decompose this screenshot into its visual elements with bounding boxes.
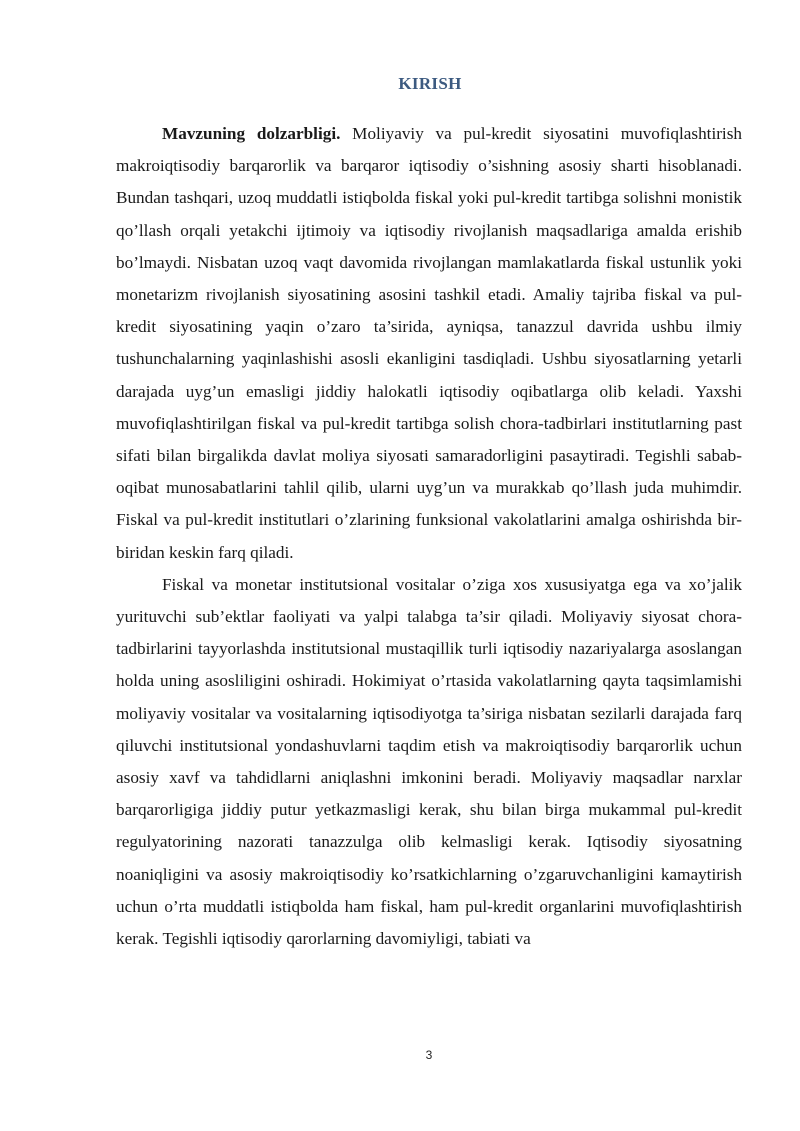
- paragraph-text: Fiskal va monetar institutsional vositalar o’ziga xos xususiyatga ega va xo’jalik yurituvchi sub’ektlar faoliyati va yalpi talabga ta’sir qiladi. Moliyaviy siyosat chora-tadbirlarini tayyorlashda institutsional mustaqillik turli iqtisodiy nazariyalarga asoslangan holda uning asosliligini oshiradi. Hokimiyat o’rtasida vakolatlarning qayta taqsimlamishi moliyaviy vositalar va vositalarning iqtisodiyotga ta’siriga nisbatan sezilarli darajada farq qiluvchi institutsional yondashuvlarni taqdim etish va makroiqtisodiy barqarorlik uchun asosiy xavf va tahdidlarni aniqlashni imkonini beradi. Moliyaviy maqsadlar narxlar barqarorligiga jiddiy putur yetkazmasligi kerak, shu bilan birga mukammal pul-kredit regulyatorining nazorati tanazzulga olib kelmasligi kerak. Iqtisodiy siyosatning noaniqligini va asosiy makroiqtisodiy ko’rsatkichlarning o’zgaruvchanligini kamaytirish uchun o’rta muddatli istiqbolda ham fiskal, ham pul-kredit organlarini muvofiqlashtirish kerak. Tegishli iqtisodiy qarorlarning davomiyligi, tabiati va: [116, 574, 742, 949]
- paragraph-1: [116, 118, 742, 569]
- section-heading: KIRISH: [398, 74, 462, 93]
- paragraph-2: [116, 569, 742, 955]
- page-number: 3: [425, 1048, 433, 1062]
- body-text: [116, 118, 742, 955]
- paragraph-text: Moliyaviy va pul-kredit siyosatini muvofiqlashtirish makroiqtisodiy barqarorlik va barqaror iqtisodiy o’sishning asosiy sharti hisoblanadi. Bundan tashqari, uzoq muddatli istiqbolda fiskal yoki pul-kredit tartibga solishni monistik qo’llash orqali yetakchi ijtimoiy va iqtisodiy rivojlanish maqsadlariga amalda erishib bo’lmaydi. Nisbatan uzoq vaqt davomida rivojlangan mamlakatlarda fiskal ustunlik yoki monetarizm rivojlanish siyosatining asosini tashkil etadi. Amaliy tajriba fiskal va pul-kredit siyosatining yaqin o’zaro ta’sirida, ayniqsa, tanazzul davrida ushbu ilmiy tushunchalarning yaqinlashishi asosli ekanligini tasdiqladi. Ushbu siyosatlarning yetarli darajada uyg’un emasligi jiddiy halokatli iqtisodiy oqibatlarga olib keladi. Yaxshi muvofiqlashtirilgan fiskal va pul-kredit tartibga solish chora-tadbirlari institutlarning past sifati bilan birgalikda davlat moliya siyosati samaradorligini pasaytiradi. Tegishli sabab-oqibat munosabatlarini tahlil qilib, ularni uyg’un va murakkab qo’llash juda muhimdir. Fiskal va pul-kredit institutlari o’zlarining funksional vakolatlarini amalga oshirishda bir-biridan keskin farq qiladi.: [116, 124, 742, 562]
- paragraph-lead: Mavzuning dolzarbligi.: [162, 124, 341, 143]
